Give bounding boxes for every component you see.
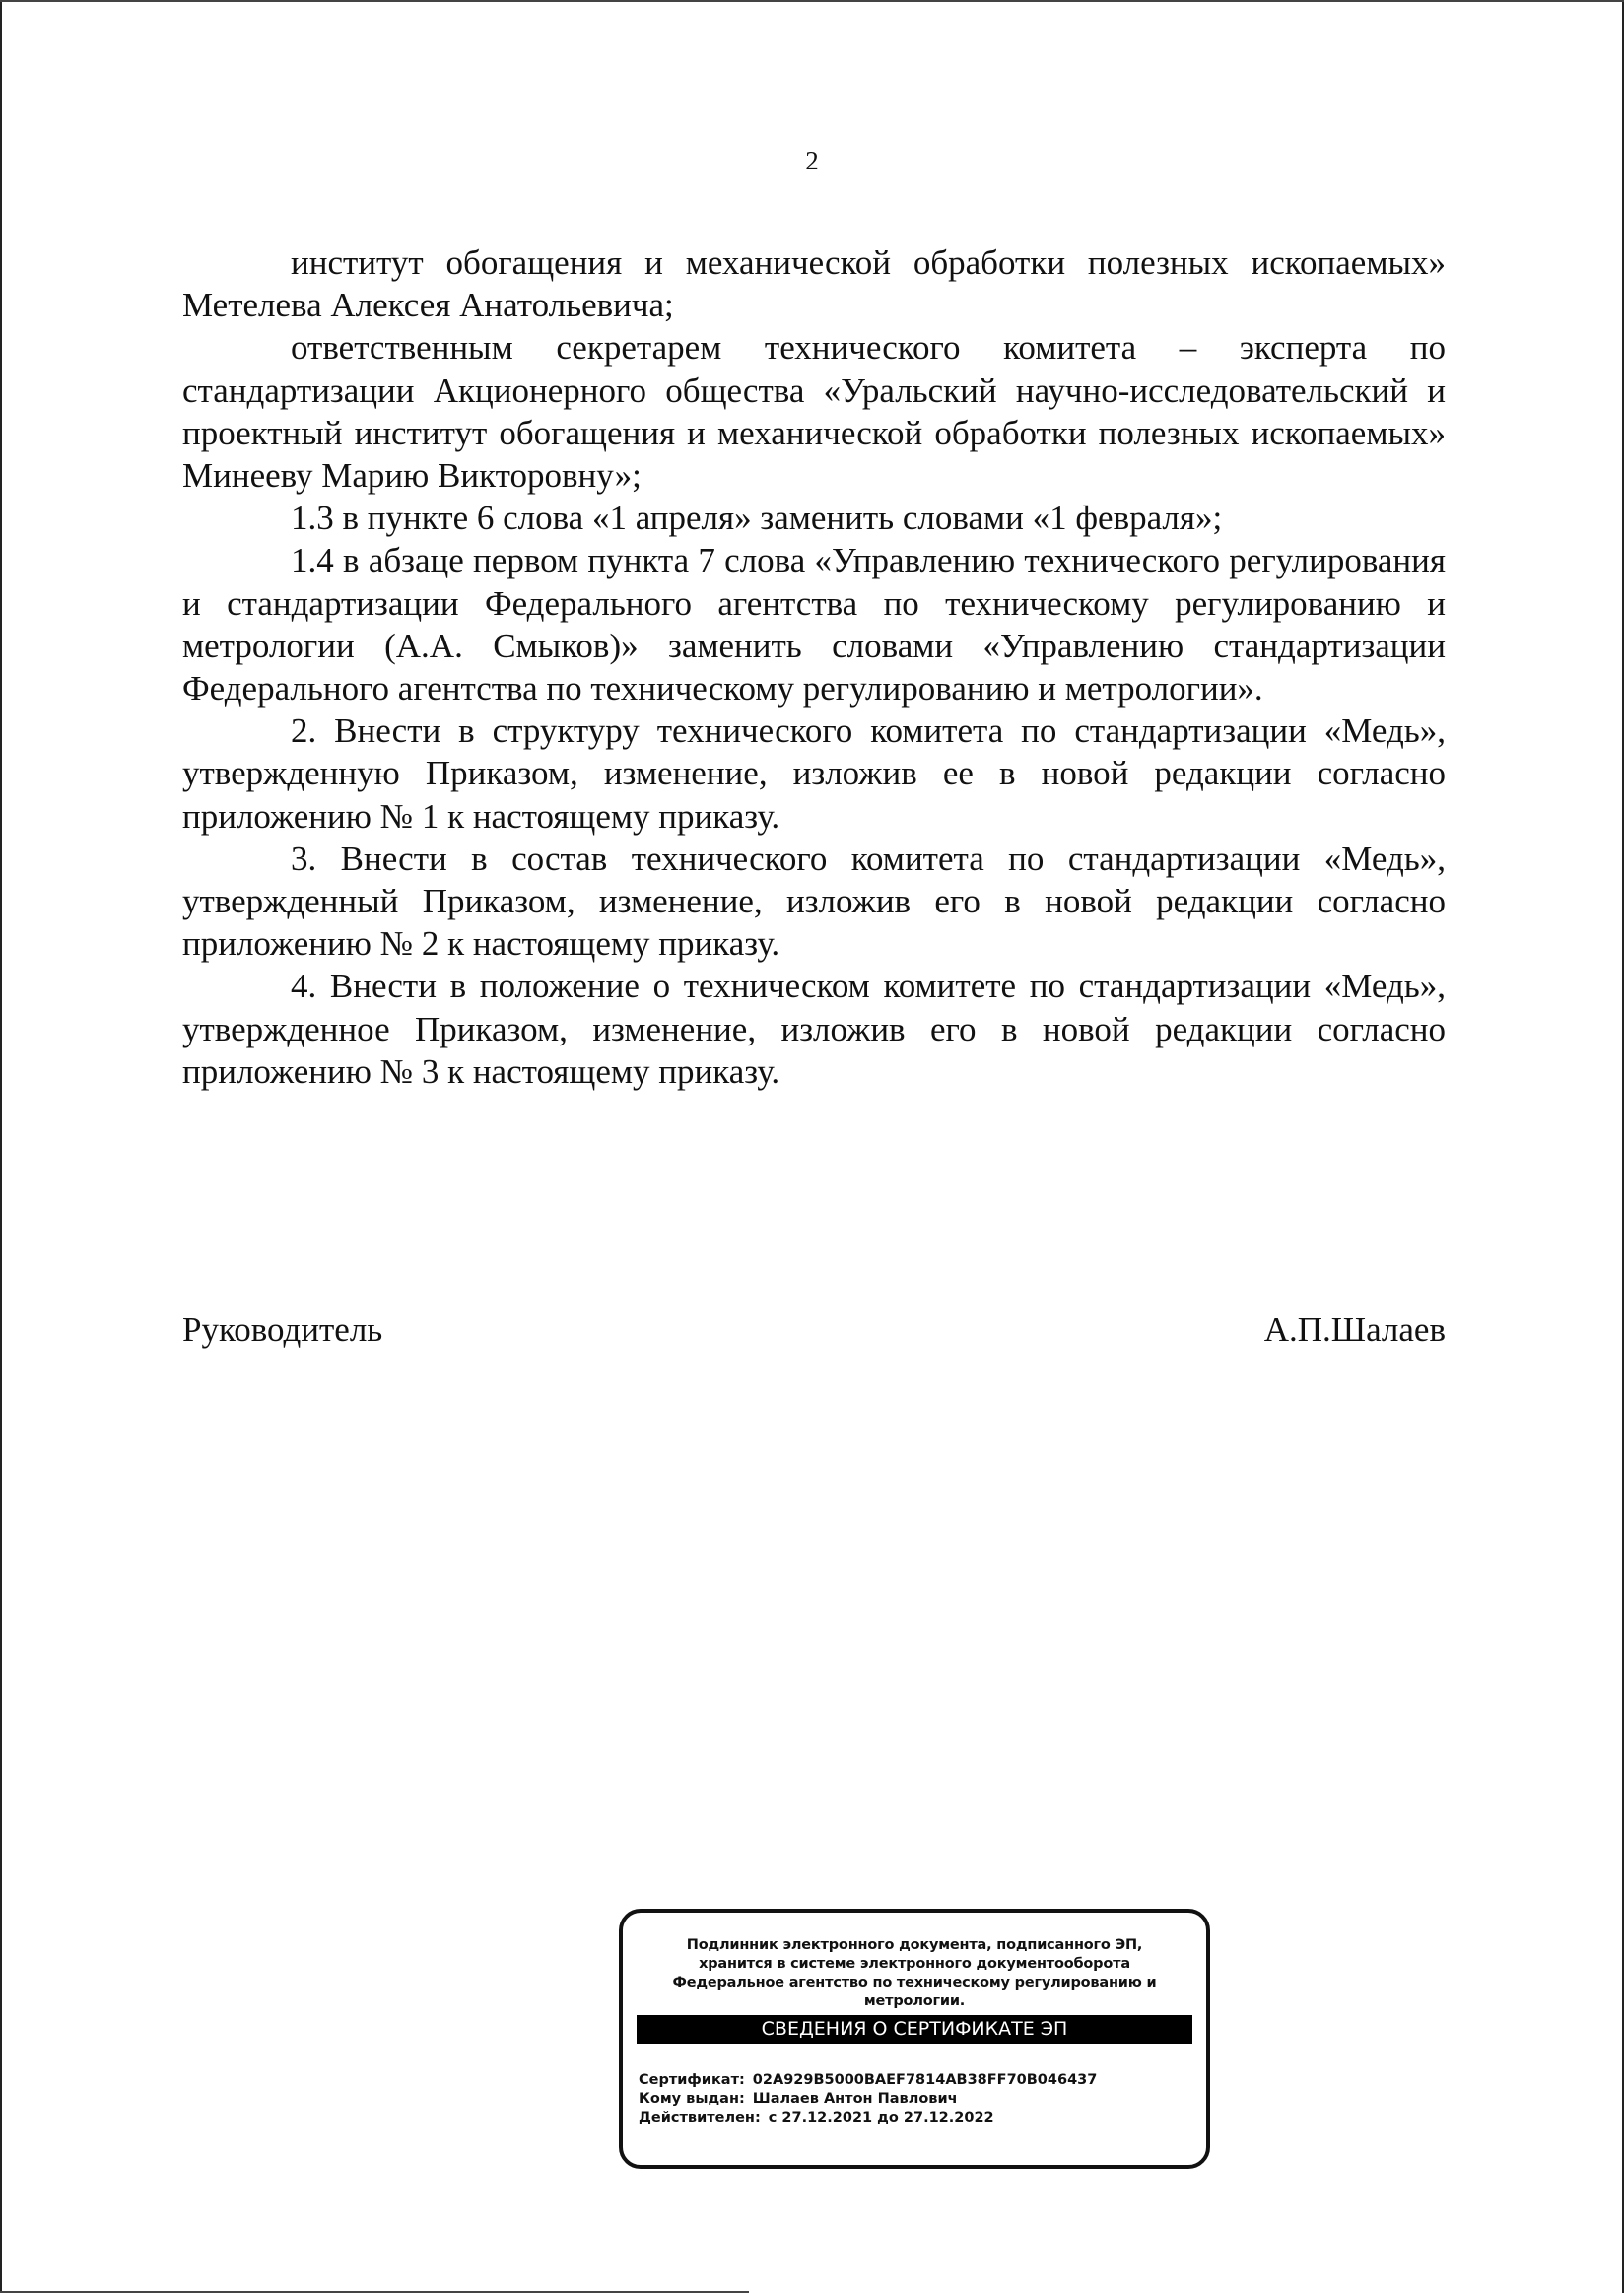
scan-edge-left [0, 0, 2, 2293]
page-number: 2 [805, 146, 819, 175]
paragraph: институт обогащения и механической обработки полезных ископаемых» Метелева Алексея Анатольевича; [182, 243, 1446, 325]
signatory-position: Руководитель [182, 1311, 383, 1349]
valid-value: с 27.12.2021 до 27.12.2022 [768, 2110, 994, 2125]
stamp-title: СВЕДЕНИЯ О СЕРТИФИКАТЕ ЭП [637, 2015, 1192, 2044]
issued-value: Шалаев Антон Павлович [752, 2091, 958, 2107]
certificate-label: Сертификат: [639, 2072, 745, 2088]
certificate-value: 02A929B5000BAEF7814AB38FF70B046437 [752, 2072, 1098, 2088]
stamp-header-line: метрологии. [863, 1993, 966, 2009]
paragraph: 3. Внести в состав технического комитета по стандартизации «Медь», утвержденный Приказом, изменение, изложив его в новой редакции согласно приложению № 2 к настоящему приказу. [182, 839, 1446, 964]
certificate-row [639, 2071, 1206, 2090]
signatory-name: А.П.Шалаев [1263, 1311, 1446, 1349]
stamp-header [623, 1936, 1206, 2011]
document-body [182, 241, 1446, 1093]
paragraph: 4. Внести в положение о техническом комитете по стандартизации «Медь», утвержденное Приказом, изменение, изложив его в новой редакции согласно приложению № 3 к настоящему приказу. [182, 967, 1446, 1091]
stamp-header-line: Федеральное агентство по техническому регулированию и [672, 1975, 1157, 1990]
issued-row [639, 2090, 1206, 2109]
electronic-signature-stamp [619, 1909, 1210, 2169]
stamp-header-line: Подлинник электронного документа, подписанного ЭП, [686, 1937, 1143, 1953]
paragraph: 2. Внести в структуру технического комитета по стандартизации «Медь», утвержденную Приказом, изменение, изложив ее в новой редакции согласно приложению № 1 к настоящему приказу. [182, 711, 1446, 836]
scan-edge-top [0, 0, 1624, 2]
paragraph: 1.4 в абзаце первом пункта 7 слова «Управлению технического регулирования и стандартизации Федерального агентства по техническому регулированию и метрологии (А.А. Смыков)» заменить словами «Управлению стандартизации Федерального агентства по техническому регулированию и метрологии». [182, 541, 1446, 708]
paragraph: ответственным секретарем технического комитета – эксперта по стандартизации Акционерного общества «Уральский научно-исследовательский и проектный институт обогащения и механической обработки полезных ископаемых» Минееву Марию Викторовну»; [182, 328, 1446, 496]
stamp-header-line: хранится в системе электронного документооборота [699, 1956, 1130, 1972]
valid-row [639, 2109, 1206, 2127]
signature-block [182, 1311, 1446, 1350]
issued-label: Кому выдан: [639, 2091, 745, 2107]
paragraph: 1.3 в пункте 6 слова «1 апреля» заменить словами «1 февраля»; [291, 499, 1223, 538]
stamp-info [639, 2071, 1206, 2127]
valid-label: Действителен: [639, 2110, 761, 2125]
